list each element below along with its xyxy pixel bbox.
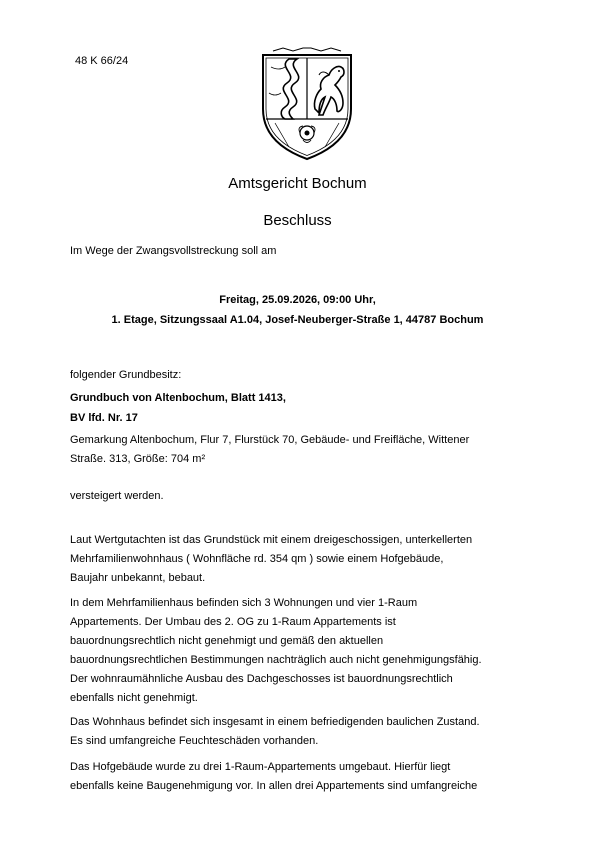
auction-text: versteigert werden. (70, 490, 164, 502)
intro-text: Im Wege der Zwangsvollstreckung soll am (70, 245, 277, 257)
paragraph-line: Das Hofgebäude wurde zu drei 1-Raum-Appartements umgebaut. Hierfür liegt (70, 761, 451, 773)
case-number: 48 K 66/24 (75, 55, 129, 67)
paragraph-line: Appartements. Der Umbau des 2. OG zu 1-Raum Appartements ist (70, 616, 396, 628)
paragraph-line: Laut Wertgutachten ist das Grundstück mit einem dreigeschossigen, unterkellerten (70, 534, 473, 546)
paragraph-line: Es sind umfangreiche Feuchteschäden vorhanden. (70, 735, 319, 747)
appointment-location: 1. Etage, Sitzungssaal A1.04, Josef-Neuberger-Straße 1, 44787 Bochum (111, 314, 484, 326)
register-item-number: BV lfd. Nr. 17 (70, 412, 138, 424)
paragraph-condition (70, 713, 530, 751)
paragraph-outbuilding (70, 758, 530, 796)
paragraph-valuation (70, 531, 530, 588)
court-name: Amtsgericht Bochum (228, 175, 367, 192)
paragraph-line: Baujahr unbekannt, bebaut. (70, 572, 206, 584)
paragraph-line: Der wohnraumähnliche Ausbau des Dachgeschosses ist bauordnungsrechtlich (70, 673, 453, 685)
paragraph-line: ebenfalls keine Baugenehmigung vor. In allen drei Appartements sind umfangreiche (70, 780, 478, 792)
property-intro: folgender Grundbesitz: (70, 369, 182, 381)
appointment-date: Freitag, 25.09.2026, 09:00 Uhr, (219, 294, 376, 306)
property-description-line: Gemarkung Altenbochum, Flur 7, Flurstück 70, Gebäude- und Freifläche, Wittener (70, 434, 470, 446)
property-description-line: Straße. 313, Größe: 704 m² (70, 453, 206, 465)
paragraph-line: In dem Mehrfamilienhaus befinden sich 3 Wohnungen und vier 1-Raum (70, 597, 418, 609)
document-title: Beschluss (263, 212, 332, 229)
paragraph-line: Das Wohnhaus befindet sich insgesamt in einem befriedigenden baulichen Zustand. (70, 716, 480, 728)
paragraph-line: ebenfalls nicht genehmigt. (70, 692, 198, 704)
property-description (70, 431, 540, 469)
paragraph-line: bauordnungsrechtlichen Bestimmungen nachträglich auch nicht genehmigungsfähig. (70, 654, 482, 666)
nrw-coat-of-arms-icon (259, 47, 355, 163)
paragraph-line: Mehrfamilienwohnhaus ( Wohnfläche rd. 354 qm ) sowie einem Hofgebäude, (70, 553, 444, 565)
land-register-entry: Grundbuch von Altenbochum, Blatt 1413, (70, 392, 286, 404)
paragraph-apartments (70, 594, 530, 708)
paragraph-line: bauordnungsrechtlich nicht genehmigt und gemäß den aktuellen (70, 635, 384, 647)
